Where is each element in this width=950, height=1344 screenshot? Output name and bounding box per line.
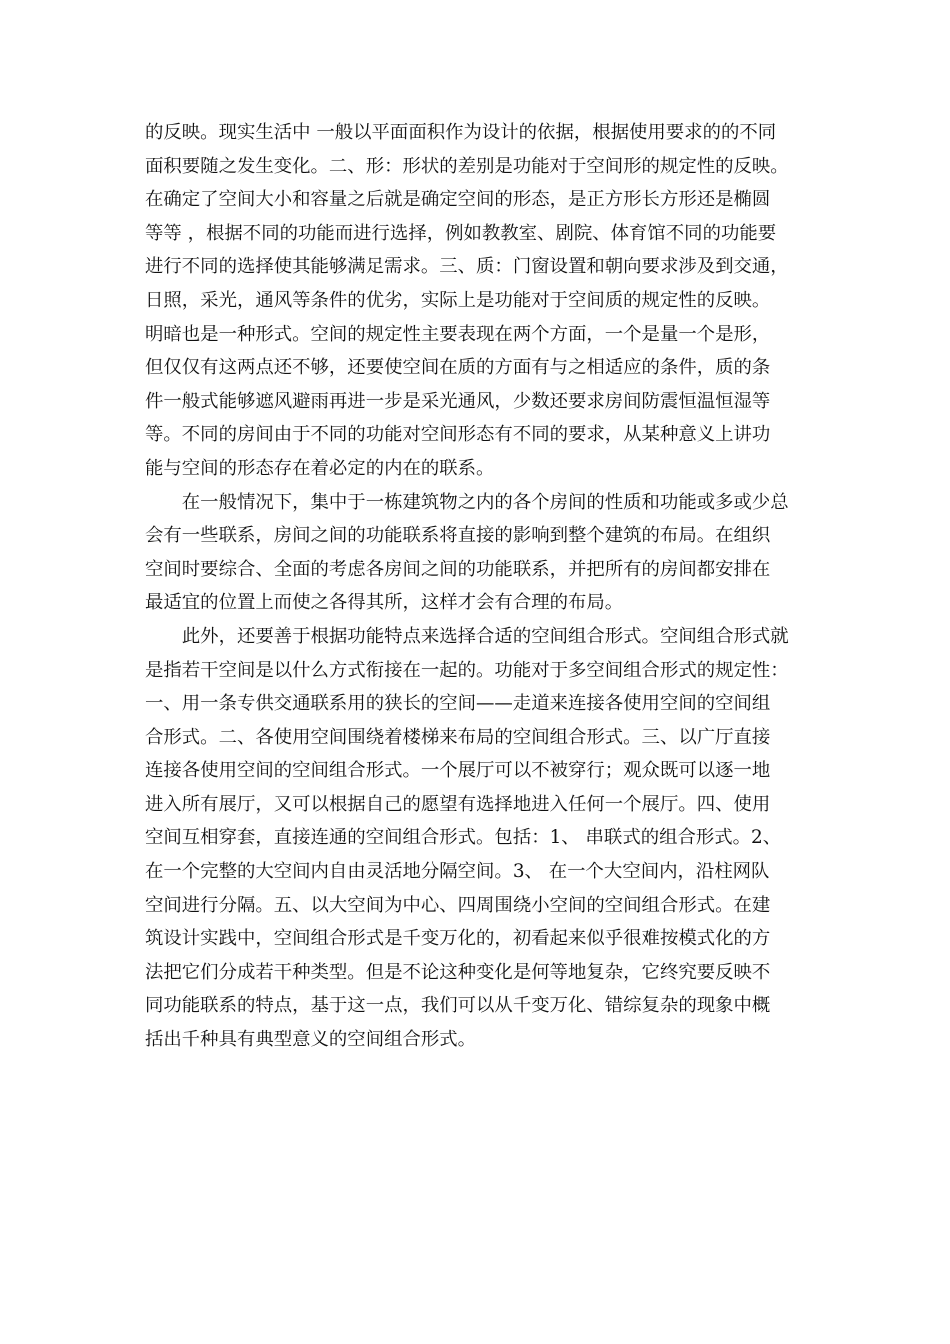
text-line: 但仅仅有这两点还不够，还要使空间在质的方面有与之相适应的条件，质的条: [145, 357, 771, 379]
text-line: 的反映。现实生活中 一般以平面面积作为设计的依据，根据使用要求的的不同: [145, 122, 777, 143]
text-line: 合形式。二、各使用空间围绕着楼梯来布局的空间组合形式。三、以广厅直接: [145, 726, 771, 748]
text-line: 能与空间的形态存在着必定的内在的联系。: [145, 457, 495, 479]
text-line: 此外，还要善于根据功能特点来选择合适的空间组合形式。空间组合形式就: [145, 625, 789, 647]
text-line: 件一般式能够遮风避雨再进一步是采光通风，少数还要求房间防震恒温恒湿等: [145, 390, 771, 412]
text-line: 空间进行分隔。五、以大空间为中心、四周围绕小空间的空间组合形式。在建: [145, 894, 771, 916]
text-line: 括出千种具有典型意义的空间组合形式。: [145, 1029, 477, 1051]
text-line: 筑设计实践中，空间组合形式是千变万化的，初看起来似乎很难按模式化的方: [145, 928, 771, 950]
text-line: 一、用一条专供交通联系用的狭长的空间——走道来连接各使用空间的空间组: [145, 693, 771, 715]
text-line: 明暗也是一种形式。空间的规定性主要表现在两个方面，一个是量一个是形，: [145, 323, 771, 345]
text-line: 连接各使用空间的空间组合形式。一个展厅可以不被穿行；观众既可以逐一地: [145, 760, 771, 782]
body-text: [145, 116, 810, 1057]
text-line: 等等 ，根据不同的功能而进行选择，例如教教室、剧院、体育馆不同的功能要: [145, 222, 777, 244]
text-line: 进行不同的选择使其能够满足需求。三、质：门窗设置和朝向要求涉及到交通，: [145, 256, 789, 278]
text-line: 在一般情况下，集中于一栋建筑物之内的各个房间的性质和功能或多或少总: [145, 491, 789, 513]
text-line: 进入所有展厅，又可以根据自己的愿望有选择地进入任何一个展厅。四、使用: [145, 793, 771, 815]
text-line: 日照，采光，通风等条件的优劣，实际上是功能对于空间质的规定性的反映。: [145, 289, 771, 311]
text-line: 法把它们分成若干种类型。但是不论这种变化是何等地复杂，它终究要反映不: [145, 961, 771, 983]
text-line: 空间时要综合、全面的考虑各房间之间的功能联系，并把所有的房间都安排在: [145, 558, 771, 580]
text-line: 在一个完整的大空间内自由灵活地分隔空间。3、 在一个大空间内，沿柱网队: [145, 861, 770, 883]
text-line: 最适宜的位置上而使之各得其所，这样才会有合理的布局。: [145, 592, 624, 614]
text-line: 面积要随之发生变化。二、形：形状的差别是功能对于空间形的规定性的反映。: [145, 155, 789, 177]
text-line: 同功能联系的特点，基于这一点，我们可以从千变万化、错综复杂的现象中概: [145, 995, 771, 1017]
text-line: 在确定了空间大小和容量之后就是确定空间的形态，是正方形长方形还是椭圆: [145, 189, 771, 211]
text-line: 会有一些联系，房间之间的功能联系将直接的影响到整个建筑的布局。在组织: [145, 525, 771, 547]
text-line: 等。不同的房间由于不同的功能对空间形态有不同的要求，从某种意义上讲功: [145, 424, 771, 446]
text-line: 空间互相穿套，直接连通的空间组合形式。包括：1、 串联式的组合形式。2、: [145, 827, 782, 849]
text-line: 是指若干空间是以什么方式衔接在一起的。功能对于多空间组合形式的规定性：: [145, 659, 789, 681]
